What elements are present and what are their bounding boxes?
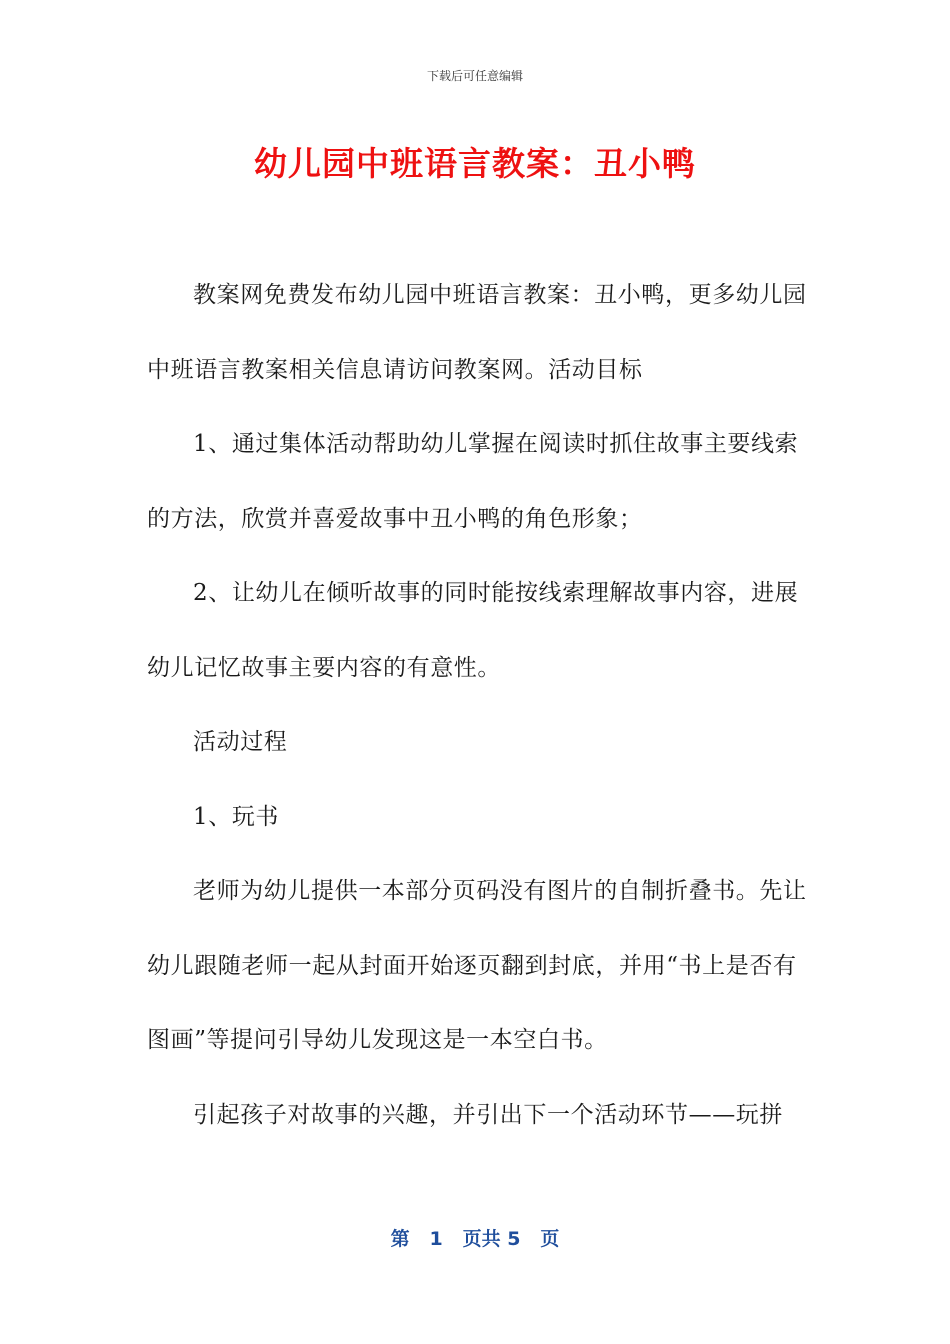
paragraph-intro: 教案网免费发布幼儿园中班语言教案：丑小鸭，更多幼儿园中班语言教案相关信息请访问教案网。活动目标: [147, 282, 807, 383]
footer-page-label: 第: [390, 1228, 410, 1250]
document-body: [147, 258, 807, 1152]
footer-page-suffix: 页: [540, 1228, 560, 1250]
header-note: 下载后可任意编辑: [426, 69, 523, 83]
paragraph-goal-1: 1、通过集体活动帮助幼儿掌握在阅读时抓住故事主要线索的方法，欣赏并喜爱故事中丑小鸭的角色形象；: [147, 431, 799, 532]
paragraph-continuation: 引起孩子对故事的兴趣，并引出下一个活动环节——玩拼: [193, 1101, 783, 1128]
paragraph-step-description: 老师为幼儿提供一本部分页码没有图片的自制折叠书。先让幼儿跟随老师一起从封面开始逐页翻到封底，并用“书上是否有图画”等提问引导幼儿发现这是一本空白书。: [147, 878, 807, 1053]
footer-total-label: 页共: [462, 1228, 501, 1250]
page-footer: [0, 1224, 950, 1251]
document-title: 幼儿园中班语言教案：丑小鸭: [254, 144, 696, 183]
paragraph-goal-2: 2、让幼儿在倾听故事的同时能按线索理解故事内容，进展幼儿记忆故事主要内容的有意性。: [147, 580, 799, 681]
section-heading-process: 活动过程: [193, 729, 288, 755]
footer-page-number: 1: [429, 1228, 443, 1250]
step-heading-play-book: 1、玩书: [193, 803, 280, 830]
footer-total-pages: 5: [507, 1228, 521, 1250]
